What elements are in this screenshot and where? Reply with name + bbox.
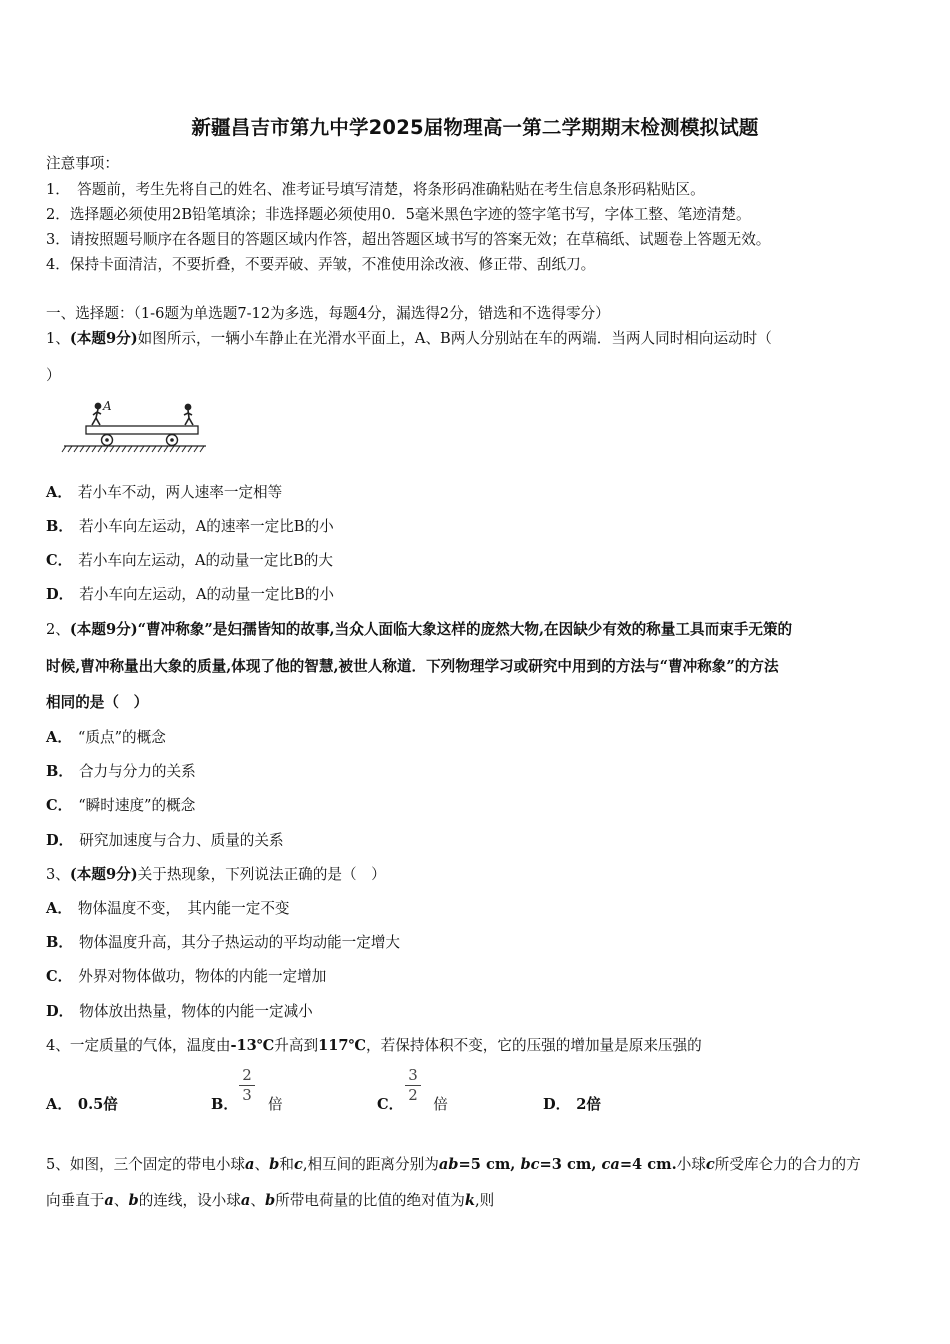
- q1-option-a[interactable]: A． 若小车不动，两人速率一定相等: [46, 484, 283, 501]
- notice-item-3: 3．请按照题号顺序在各题目的答题区域内作答，超出答题区域书写的答案无效；在草稿纸、试题卷上答题无效。: [46, 231, 771, 248]
- q1-number: 1、: [46, 330, 70, 347]
- q2-option-b[interactable]: B． 合力与分力的关系: [46, 763, 196, 780]
- q3-option-c[interactable]: C． 外界对物体做功，物体的内能一定增加: [46, 968, 327, 985]
- cart-body: [86, 426, 198, 434]
- q3-stem: [46, 863, 386, 884]
- person-a-label: A: [103, 399, 112, 413]
- q1-option-d[interactable]: D． 若小车向左运动，A的动量一定比B的小: [46, 586, 335, 603]
- q3-stem-text: 关于热现象，下列说法正确的是（ ）: [137, 866, 386, 883]
- q5-stem-line2: 向垂直于a、b的连线，设小球a、b所带电荷量的比值的绝对值为k,则: [46, 1192, 495, 1209]
- q4-option-c[interactable]: C． 倍: [377, 1096, 448, 1113]
- notice-item-4: 4．保持卡面清洁，不要折叠，不要弄破、弄皱，不准使用涂改液、修正带、刮纸刀。: [46, 256, 596, 273]
- q4-option-c-fraction: $\frac{3}{2}$: [405, 1066, 421, 1105]
- q3-option-b[interactable]: B． 物体温度升高，其分子热运动的平均动能一定增大: [46, 934, 401, 951]
- q4-option-b[interactable]: B． 倍: [211, 1096, 283, 1113]
- person-a-figure: [92, 403, 101, 425]
- q2-stem-line2: 时候,曹冲称量出大象的质量,体现了他的智慧,被世人称道．下列物理学习或研究中用到的方法与“曹冲称象”的方法: [46, 658, 779, 675]
- q1-stem-line2: ）: [46, 367, 61, 384]
- person-b-figure: [184, 404, 193, 425]
- q2-stem-line3: 相同的是（ ）: [46, 694, 149, 711]
- q2-stem: [46, 618, 792, 639]
- q2-option-c[interactable]: C． “瞬时速度”的概念: [46, 797, 196, 814]
- notice-item-2: 2．选择题必须使用2B铅笔填涂；非选择题必须使用0．5毫米黑色字迹的签字笔书写，字体工整、笔迹清楚。: [46, 206, 751, 223]
- q2-number: 2、: [46, 621, 70, 638]
- page-title: 新疆昌吉市第九中学2025届物理高一第二学期期末检测模拟试题: [191, 116, 759, 139]
- q2-option-a[interactable]: A． “质点”的概念: [46, 729, 166, 746]
- notice-item-1: 1． 答题前，考生先将自己的姓名、准考证号填写清楚，将条形码准确粘贴在考生信息条形码粘贴区。: [46, 181, 705, 198]
- q5-stem: 5、如图，三个固定的带电小球a、b和c,相互间的距离分别为ab=5 cm, bc=3 cm, ca=4 cm.小球c所受库仑力的合力的方: [46, 1156, 861, 1173]
- notice-heading: 注意事项：: [46, 155, 119, 172]
- q1-option-c[interactable]: C． 若小车向左运动，A的动量一定比B的大: [46, 552, 333, 569]
- q1-stem: [46, 327, 772, 348]
- cart-figure: [60, 396, 210, 456]
- q3-option-a[interactable]: A． 物体温度不变， 其内能一定不变: [46, 900, 290, 917]
- q4-option-d[interactable]: D． 2倍: [543, 1096, 601, 1113]
- q4-number: 4、: [46, 1037, 70, 1054]
- q4-option-b-fraction: $\frac{2}{3}$: [239, 1066, 255, 1105]
- section-heading: 一、选择题：（1-6题为单选题7-12为多选，每题4分，漏选得2分，错选和不选得零分）: [46, 305, 610, 322]
- q4-stem: 4、一定质量的气体，温度由-13℃升高到117℃，若保持体积不变，它的压强的增加量是原来压强的: [46, 1037, 702, 1054]
- q4-temp-start: -13℃: [230, 1037, 275, 1054]
- q3-number: 3、: [46, 866, 70, 883]
- q1-stem-text: 如图所示，一辆小车静止在光滑水平面上，A、B两人分别站在车的两端．当两人同时相向运动时（: [137, 330, 772, 347]
- q3-tag: (本题9分): [69, 866, 138, 883]
- q4-option-a[interactable]: A． 0.5倍: [46, 1096, 118, 1113]
- q3-option-d[interactable]: D． 物体放出热量，物体的内能一定减小: [46, 1003, 313, 1020]
- q1-tag: (本题9分): [69, 330, 138, 347]
- q2-option-d[interactable]: D． 研究加速度与合力、质量的关系: [46, 832, 284, 849]
- q4-temp-end: 117℃: [318, 1037, 367, 1054]
- q2-stem-text: “曹冲称象”是妇孺皆知的故事,当众人面临大象这样的庞然大物,在因缺少有效的称量工具而束手无策的: [137, 621, 793, 638]
- q1-option-b[interactable]: B． 若小车向左运动，A的速率一定比B的小: [46, 518, 334, 535]
- q5-number: 5、: [46, 1156, 70, 1173]
- q2-tag: (本题9分): [69, 621, 138, 638]
